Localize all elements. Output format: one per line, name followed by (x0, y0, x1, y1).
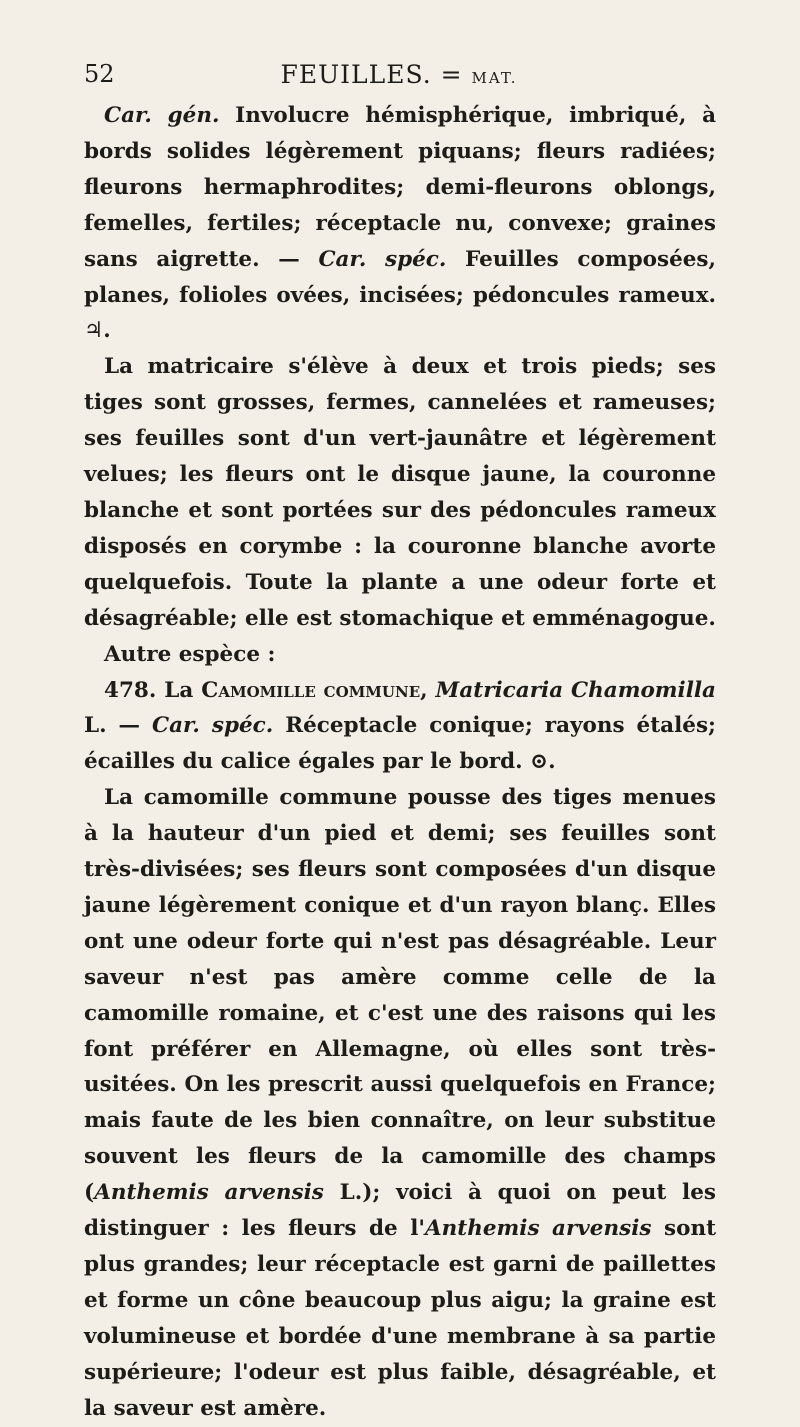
text-run: L. — (84, 713, 153, 739)
running-title (84, 60, 714, 89)
latin-name-anthemis: Anthemis arvensis (94, 1180, 324, 1206)
text-run: L.); voici à quoi on peut les distinguer : les fleurs de l' (84, 1180, 717, 1242)
page-number: 52 (84, 60, 115, 88)
body-text (84, 98, 716, 1427)
text-run (428, 678, 436, 703)
species-common-name: Camomille commune, (201, 677, 428, 703)
paragraph-matricaire-description: La matricaire s'élève à deux et trois pieds; ses tiges sont grosses, fermes, cannelées et rameuses; ses feuilles sont d'un vert-jaunâtre et légèrement velues; les fleurs ont le disque jaune, la couronne blanche et sont portées sur des pédoncules rameux disposés en corymbe : la couronne blanche avorte quelquefois. Toute la plante a une odeur forte et désagréable; elle est stomachique et emménagogue. (84, 354, 716, 631)
latin-name-anthemis: Anthemis arvensis (424, 1216, 652, 1242)
label-car-spec: Car. spéc. (152, 713, 274, 739)
paragraph-camomille-description (84, 780, 716, 1426)
paragraph-autre-espece: Autre espèce : (104, 641, 276, 667)
running-title-separator: = (440, 60, 463, 89)
running-title-main: FEUILLES. (280, 60, 432, 89)
label-car-spec: Car. spéc. (318, 246, 447, 272)
text-run: sont plus grandes; leur réceptacle est garni de paillettes et forme un cône beaucoup plus aigu; la graine est volumineuse et bordée d'une membrane à sa partie supérieure; l'odeur est plus faible, désagréable, et la saveur est amère. (84, 1216, 717, 1421)
paragraph-generic-characters (84, 98, 716, 349)
text-run: Feuilles composées, planes, folioles ovées, incisées; pédoncules rameux. ♃. (84, 246, 717, 344)
text-run: Réceptacle conique; rayons étalés; écailles du calice égales par le bord. ⊙. (84, 713, 716, 775)
text-run: Involucre hémisphérique, imbriqué, à bords solides légèrement piquans; fleurs radiées; fleurons hermaphrodites; demi-fleurons oblongs, femelles, fertiles; réceptacle nu, convexe; graines sans aigrette. — (84, 103, 717, 272)
species-latin-name: Matricaria Chamomilla (435, 677, 716, 703)
page-header (84, 60, 714, 94)
text-run: La camomille commune pousse des tiges menues à la hauteur d'un pied et demi; ses feuilles sont très-divisées; ses fleurs sont composées d'un disque jaune légèrement conique et d'un rayon blanç. Elles ont une odeur forte qui n'est pas désagréable. Leur saveur n'est pas amère comme celle de la camomille romaine, et c'est une des raisons qui les font préférer en Allemagne, où elles sont très-usitées. On les prescrit aussi quelquefois en France; mais faute de les bien connaître, on leur substitue souvent les fleurs de la camomille des champs ( (84, 785, 716, 1206)
running-title-abbreviation: MAT. (471, 69, 518, 87)
text-run: 478. La (104, 677, 202, 703)
label-car-gen: Car. gén. (104, 103, 220, 128)
paragraph-entry-478 (84, 673, 716, 781)
